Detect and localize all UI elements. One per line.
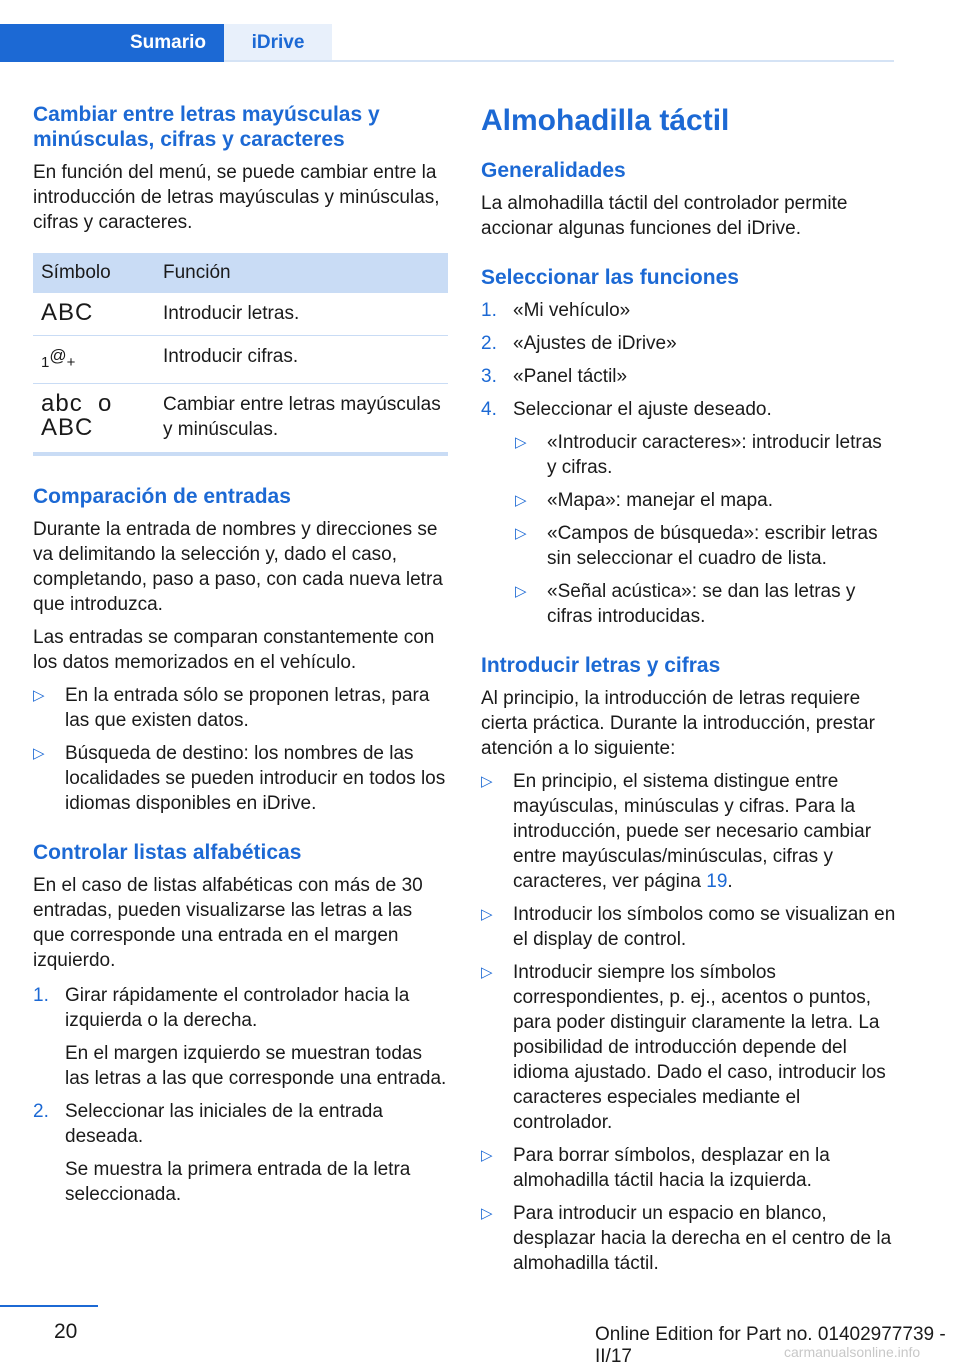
list-item: 4. Seleccionar el ajuste deseado. [481,399,772,420]
triangle-right-icon: ▷ [515,492,527,509]
select-functions-steps [481,298,896,422]
section-body-input-letters: Al principio, la introducción de letras requiere cierta práctica. Durante la introducción, prestar atención a lo siguiente: [481,688,875,759]
list-item: ▷ Búsqueda de destino: los nombres de las localidades se pueden introducir en todos los idiomas disponibles en iDrive. [33,743,446,814]
triangle-right-icon: ▷ [33,687,45,704]
abc-lowercase-icon: abc o [41,390,113,417]
section-title-comparison: Comparación de entradas [33,485,291,508]
symbol-function-table [33,253,448,456]
left-column [33,102,448,1207]
section-title-alpha-lists: Controlar listas alfabéticas [33,841,302,864]
list-item: ▷ «Introducir caracteres»: introducir letras y cifras. [515,432,882,478]
list-item: 1. Girar rápidamente el controlador hacia la izquierda o la derecha. En el margen izquierdo se muestran todas las letras a las que corresponde una entrada. [33,985,447,1089]
list-item: 2. «Ajustes de iDrive» [481,333,677,354]
section-title-switch-case: Cambiar entre letras mayúsculas y minúsculas, cifras y caracteres [33,103,380,151]
alpha-lists-steps [33,983,448,1207]
page-number: 20 [54,1320,78,1343]
list-item: ▷ En la entrada sólo se proponen letras, para las que existen datos. [33,685,430,731]
triangle-right-icon: ▷ [515,525,527,542]
section-body-general: La almohadilla táctil del controlador permite accionar algunas funciones del iDrive. [481,193,848,239]
touchpad-options [515,430,896,629]
section-body-comparison-1: Durante la entrada de nombres y direcciones se va delimitando la selección y, dado el caso, completando, paso a paso, con cada nueva letra que introduzca. [33,519,443,615]
list-item: ▷ Para introducir un espacio en blanco, desplazar hacia la derecha en el centro de la almohadilla táctil. [481,1203,892,1274]
tab-idrive[interactable]: iDrive [224,24,332,62]
list-item: 3. «Panel táctil» [481,366,628,387]
list-item: 1. «Mi vehículo» [481,300,631,321]
abc-uppercase-icon: ABC [41,299,94,326]
header-divider [224,60,894,62]
table-cell-function: Cambiar entre letras mayúsculas y minúsculas. [163,384,448,455]
table-row [33,336,448,384]
watermark: carmanualsonline.info [784,1344,921,1360]
list-item: ▷ Para borrar símbolos, desplazar en la almohadilla táctil hacia la izquierda. [481,1145,830,1191]
section-title-input-letters: Introducir letras y cifras [481,654,721,677]
col-header-symbol: Símbolo [33,253,163,293]
tab-sumario[interactable]: Sumario [129,32,207,53]
triangle-right-icon: ▷ [515,583,527,600]
table-row [33,384,448,455]
section-body-switch-case: En función del menú, se puede cambiar entre la introducción de letras mayúsculas y minúsculas, cifras y caracteres. [33,162,440,233]
section-body-comparison-2: Las entradas se comparan constantemente con los datos memorizados en el vehículo. [33,627,435,673]
footer-edition: Online Edition for Part no. 01402977739 - II/17 [595,1324,946,1367]
header-tabs [0,24,894,62]
table-row [33,293,448,336]
triangle-right-icon: ▷ [33,745,45,762]
table-cell-function: Introducir cifras. [163,336,448,384]
table-cell-function: Introducir letras. [163,293,448,336]
numbers-symbols-icon: 1@+ [41,346,76,371]
list-item: ▷ «Mapa»: manejar el mapa. [515,490,774,511]
section-title-general: Generalidades [481,159,626,182]
triangle-right-icon: ▷ [515,434,527,451]
page-link[interactable]: 19 [706,871,728,892]
section-body-alpha-lists: En el caso de listas alfabéticas con más de 30 entradas, pueden visualizarse las letras a las que corresponde una entrada en el margen izquierdo. [33,875,423,971]
list-item: ▷ «Señal acústica»: se dan las letras y cifras introducidas. [515,581,856,627]
table-header-row [33,253,448,293]
triangle-right-icon: ▷ [481,1147,493,1164]
section-title-select-functions: Seleccionar las funciones [481,266,739,289]
footer-accent-line [0,1305,98,1307]
triangle-right-icon: ▷ [481,964,493,981]
list-item: 2. Seleccionar las iniciales de la entrada deseada. Se muestra la primera entrada de la letra seleccionada. [33,1101,411,1205]
triangle-right-icon: ▷ [481,1205,493,1222]
page-title: Almohadilla táctil [481,104,730,137]
list-item: ▷ En principio, el sistema distingue entre mayúsculas, minúsculas y cifras. Para la introducción, puede ser necesario cambiar entre mayúsculas/minúsculas, cifras y caracteres, ver página 19. [481,771,872,892]
list-item: ▷ Introducir siempre los símbolos correspondientes, p. ej., acentos o puntos, para poder distinguir claramente la letra. La posibilidad de introducción depende del idioma ajustado. Dado el caso, introducir los caracteres especiales mediante el controlador. [481,962,886,1133]
list-item: ▷ Introducir los símbolos como se visualizan en el display de control. [481,904,896,950]
triangle-right-icon: ▷ [481,773,493,790]
list-item: ▷ «Campos de búsqueda»: escribir letras sin seleccionar el cuadro de lista. [515,523,878,569]
triangle-right-icon: ▷ [481,906,493,923]
right-column [481,102,896,1276]
col-header-function: Función [163,253,448,293]
comparison-bullets [33,683,448,816]
input-letters-bullets [481,769,896,1276]
abc-uppercase-icon: ABC [41,414,94,441]
